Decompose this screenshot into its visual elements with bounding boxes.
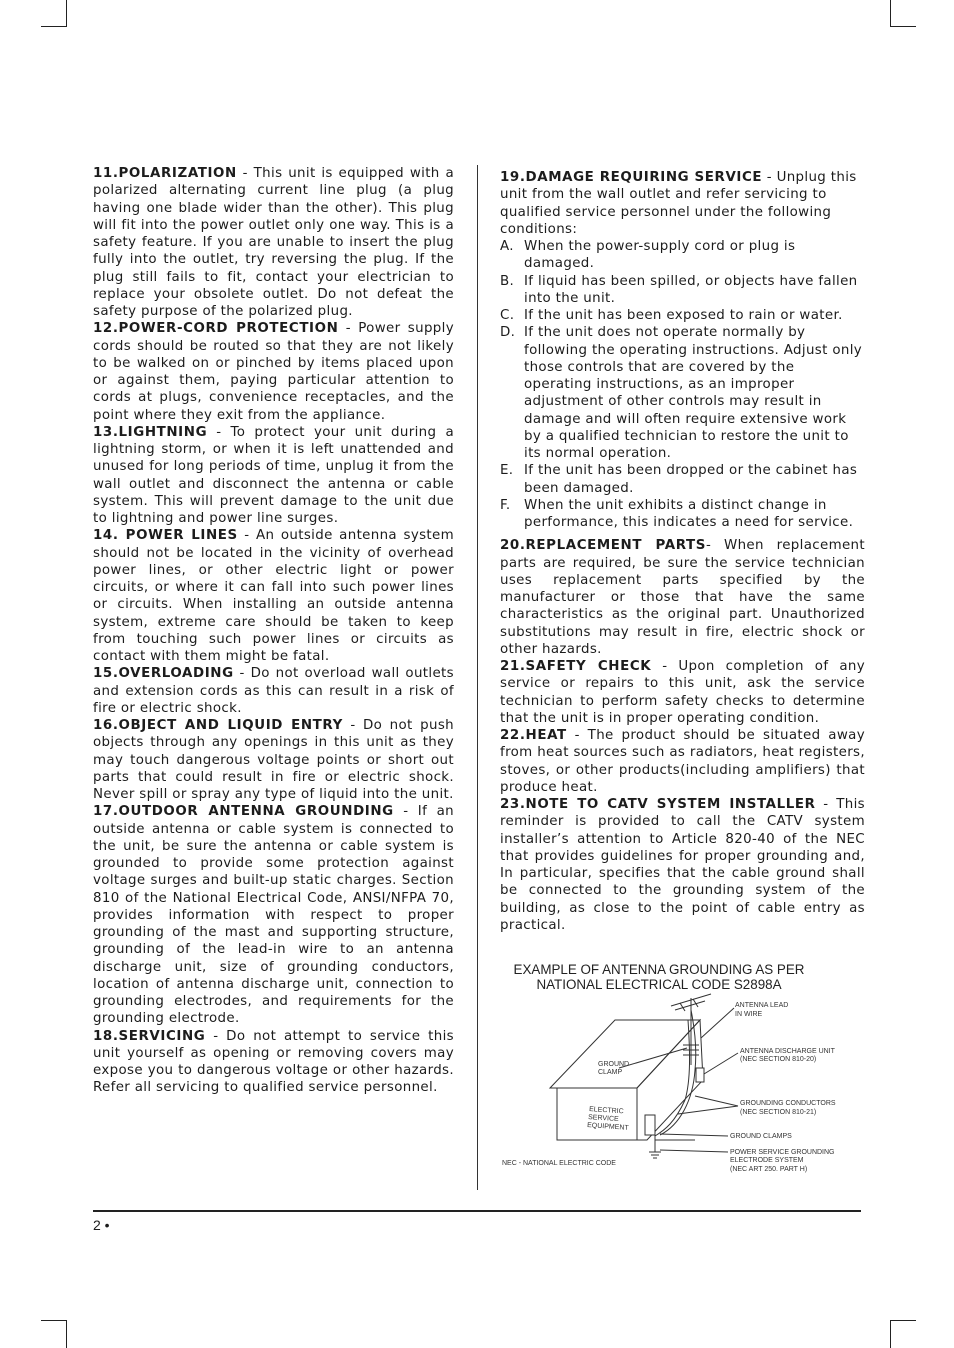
section-text: - Do not attempt to service this unit yourself as opening or removing covers may expose you to dangerous voltage or other hazards. Refer all servicing to qualified service personnel. bbox=[93, 1028, 454, 1096]
section-heading: 16.OBJECT AND LIQUID ENTRY bbox=[93, 718, 343, 733]
label-antenna-lead: ANTENNA LEAD bbox=[735, 1002, 789, 1009]
section-17 bbox=[93, 803, 454, 1027]
section-heading: 20.REPLACEMENT PARTS bbox=[500, 538, 706, 554]
list-marker: C. bbox=[500, 308, 515, 323]
section-20 bbox=[500, 537, 865, 658]
crop-mark-top-right bbox=[890, 0, 891, 26]
section-heading: 15.OVERLOADING bbox=[93, 666, 234, 682]
section-16 bbox=[93, 717, 454, 803]
label-discharge-unit: ANTENNA DISCHARGE UNIT bbox=[740, 1048, 835, 1055]
label-service-equipment: EQUIPMENT bbox=[586, 1122, 629, 1132]
label-grounding-conductors: (NEC SECTION 810-21) bbox=[740, 1109, 817, 1116]
leader-line bbox=[678, 1106, 738, 1114]
list-marker: A. bbox=[500, 239, 514, 254]
left-column bbox=[93, 165, 454, 1097]
leader-line bbox=[701, 1008, 734, 1038]
list-item bbox=[500, 307, 865, 324]
section-heading: 13.LIGHTNING bbox=[93, 424, 208, 440]
diagram-title-line: EXAMPLE OF ANTENNA GROUNDING AS PER bbox=[513, 962, 805, 977]
column-divider bbox=[477, 165, 478, 1190]
label-antenna-lead: IN WIRE bbox=[735, 1011, 763, 1018]
page-number: 2 • bbox=[93, 1217, 110, 1233]
section-14 bbox=[93, 527, 454, 665]
section-heading: 19.DAMAGE REQUIRING SERVICE bbox=[500, 170, 763, 185]
list-text: If the unit has been dropped or the cabinet has been damaged. bbox=[524, 463, 858, 496]
label-grounding-conductors: GROUNDING CONDUCTORS bbox=[740, 1100, 836, 1107]
list-item bbox=[500, 324, 865, 462]
crop-mark-top-right bbox=[890, 26, 916, 27]
label-ground-clamp: GROUND bbox=[598, 1061, 630, 1068]
section-23 bbox=[500, 796, 865, 934]
section-text: - An outside antenna system should not be located in the vicinity of overhead power lines, or other electric light or power circuits, or where it can fall into such power lines or circuits. When installing an outside antenna system, extreme care should be taken to keep from touching such power lines or circuits as contact with them might be fatal. bbox=[93, 528, 455, 664]
list-marker: B. bbox=[500, 273, 515, 289]
section-text: - Upon completion of any service or repairs to this unit, ask the service technician to perform safety checks to determine that the unit is in proper operating condition. bbox=[500, 659, 866, 726]
crop-mark-bottom-right bbox=[890, 1320, 891, 1348]
label-ground-clamp: CLAMP bbox=[598, 1069, 623, 1076]
section-text: - If an outside antenna or cable system is connected to the unit, be sure the antenna or cable system is grounded to provide some protection against voltage surges and built-up static charges. Section 810 of the National Electrical Code, ANSI/NFPA 70, provides information with respect to proper grounding of the mast and supporting structure, grounding of the lead-in wire to an antenna discharge unit, size of grounding conductors, location of antenna discharge unit, connection to grounding electrodes, and requirements for the grounding electrode. bbox=[93, 804, 454, 1027]
section-13 bbox=[93, 424, 454, 528]
list-text: If liquid has been spilled, or objects have fallen into the unit. bbox=[524, 273, 858, 306]
section-text: - The product should be situated away from heat sources such as radiators, heat registers, stoves, or other products(including amplifiers) that produce heat. bbox=[500, 728, 865, 795]
list-marker: D. bbox=[500, 325, 516, 341]
section-heading: 18.SERVICING bbox=[93, 1028, 206, 1044]
list-item bbox=[500, 497, 865, 532]
label-power-service: ELECTRODE SYSTEM bbox=[730, 1157, 804, 1164]
section-text: - Do not push objects through any openings in this unit as they may touch dangerous voltage points or short out parts that could result in fire or electric shock. Never spill or spray any type of liquid into the unit. bbox=[93, 718, 454, 802]
leader-line bbox=[660, 1134, 728, 1136]
section-18 bbox=[93, 1028, 454, 1097]
section-22 bbox=[500, 727, 865, 796]
list-text: If the unit does not operate normally by following the operating instructions. Adjust only those controls that are covered by the operating instructions, as an improper adjustment of other controls may result in damage and will often require extensive work by a qualified technician to restore the unit to its normal operation. bbox=[524, 325, 863, 461]
section-text: - This unit is equipped with a polarized alternating current line plug (a plug having one blade wider than the other). This plug will fit into the power outlet only one way. This is a safety feature. If you are unable to insert the plug fully into the outlet, try reversing the plug. If the plug still fails to fit, contact your electrician to replace your obsolete outlet. Do not defeat the safety purpose of the polarized plug. bbox=[93, 166, 454, 319]
section-heading: 23.NOTE TO CATV SYSTEM INSTALLER bbox=[500, 797, 816, 812]
leader-line bbox=[704, 1053, 738, 1074]
diagram-title-line: NATIONAL ELECTRICAL CODE S2898A bbox=[536, 977, 782, 992]
label-discharge-unit: (NEC SECTION 810-20) bbox=[740, 1056, 817, 1063]
list-text: When the power-supply cord or plug is damaged. bbox=[524, 239, 796, 272]
service-equipment-box bbox=[645, 1115, 655, 1135]
discharge-unit-box bbox=[696, 1068, 704, 1082]
section-heading: 21.SAFETY CHECK bbox=[500, 659, 652, 674]
label-power-service: (NEC ART 250. PART H) bbox=[730, 1166, 808, 1173]
section-text: - Do not overload wall outlets and extension cords as this can result in a risk of fire or electric shock. bbox=[93, 666, 454, 716]
list-marker: E. bbox=[500, 463, 514, 479]
crop-mark-top-left bbox=[66, 0, 67, 26]
antenna-grounding-diagram bbox=[495, 990, 855, 1180]
section-heading: 14. POWER LINES bbox=[93, 528, 238, 544]
leader-line bbox=[695, 1096, 738, 1106]
label-service-equipment: SERVICE bbox=[587, 1114, 619, 1124]
section-text: - Unplug this unit from the wall outlet and refer servicing to qualified service personnel under the following conditions: bbox=[500, 170, 857, 237]
section-heading: 22.HEAT bbox=[500, 728, 567, 743]
label-ground-clamps: GROUND CLAMPS bbox=[730, 1133, 792, 1140]
section-text: - Power supply cords should be routed so that they are not likely to be walked on or pinched by items placed upon or against them, paying particular attention to cords at plugs, convenience receptacles, and the point where they exit from the appliance. bbox=[93, 321, 454, 423]
section-heading: 11.POLARIZATION bbox=[93, 166, 237, 181]
crop-mark-bottom-left bbox=[41, 1320, 67, 1321]
section-heading: 17.OUTDOOR ANTENNA GROUNDING bbox=[93, 804, 394, 820]
section-19 bbox=[500, 169, 865, 238]
section-text: - When replacement parts are required, be sure the service technician uses replacement parts specified by the manufacturer or those that have the same characteristics as the original part. Unauthorized substitutions may result in fire, electric shock or other hazards. bbox=[500, 538, 865, 657]
list-marker: F. bbox=[500, 497, 511, 513]
crop-mark-bottom-left bbox=[66, 1320, 67, 1348]
label-service-equipment: ELECTRIC bbox=[588, 1106, 624, 1116]
section-15 bbox=[93, 665, 454, 717]
diagram-title bbox=[500, 962, 818, 992]
section-text: - To protect your unit during a lightning storm, or when it is left unattended and unused for long periods of time, unplug it from the wall outlet and disconnect the antenna or cable system. This will prevent damage to the unit due to lightning and power line surges. bbox=[93, 424, 454, 526]
leader-line bbox=[660, 1150, 728, 1152]
antenna-element bbox=[675, 1001, 705, 1010]
right-column bbox=[500, 169, 865, 934]
list-item bbox=[500, 273, 865, 308]
list-item bbox=[500, 238, 865, 273]
list-text: When the unit exhibits a distinct change in performance, this indicates a need for service. bbox=[524, 497, 854, 530]
section-11 bbox=[93, 165, 454, 320]
section-12 bbox=[93, 320, 454, 424]
label-power-service: POWER SERVICE GROUNDING bbox=[730, 1149, 835, 1156]
crop-mark-bottom-right bbox=[890, 1320, 916, 1321]
footer-rule bbox=[93, 1210, 861, 1212]
list-item bbox=[500, 462, 865, 497]
section-text: - This reminder is provided to call the CATV system installer’s attention to Article 820-40 of the NEC that provides guidelines for proper grounding and, In particular, specifies that the cable ground shall be connected to the grounding system of the building, as close to the point of cable entry as practical. bbox=[500, 797, 865, 933]
house-roof bbox=[550, 1020, 700, 1088]
crop-mark-top-left bbox=[41, 26, 67, 27]
list-text: If the unit has been exposed to rain or water. bbox=[524, 308, 843, 323]
section-21 bbox=[500, 658, 865, 727]
section-heading: 12.POWER-CORD PROTECTION bbox=[93, 321, 339, 337]
label-nec-note: NEC - NATIONAL ELECTRIC CODE bbox=[502, 1160, 616, 1167]
